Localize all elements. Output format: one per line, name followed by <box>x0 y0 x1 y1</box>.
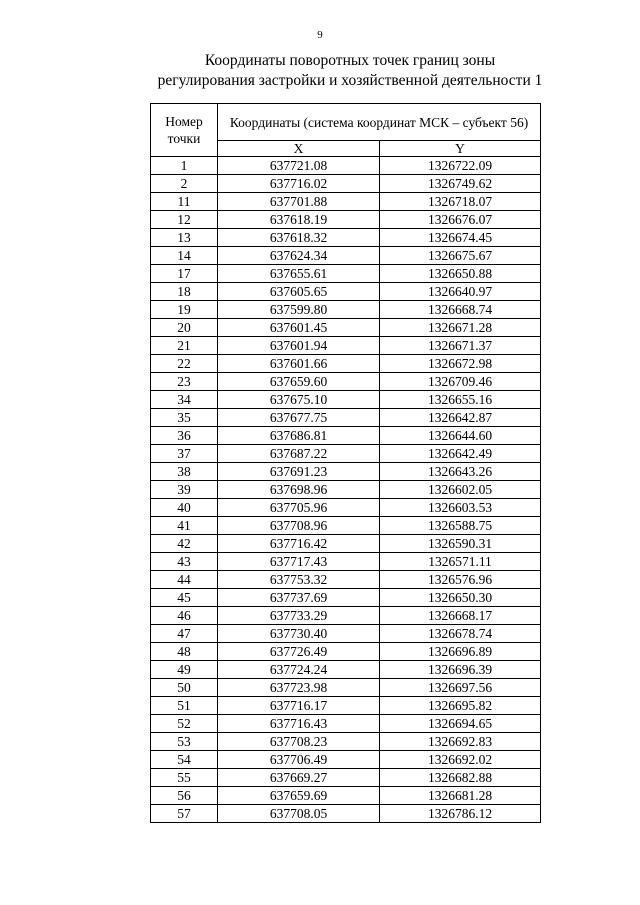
point-number-cell: 18 <box>151 283 218 301</box>
point-number-cell: 51 <box>151 697 218 715</box>
table-row <box>151 427 541 445</box>
document-title <box>140 51 560 91</box>
x-coordinate-cell: 637716.43 <box>218 715 380 733</box>
table-row <box>151 661 541 679</box>
x-coordinate-cell: 637701.88 <box>218 193 380 211</box>
point-number-cell: 21 <box>151 337 218 355</box>
x-coordinate-cell: 637721.08 <box>218 157 380 175</box>
point-number-cell: 36 <box>151 427 218 445</box>
y-coordinate-cell: 1326696.89 <box>380 643 541 661</box>
x-coordinate-cell: 637730.40 <box>218 625 380 643</box>
y-coordinate-cell: 1326694.65 <box>380 715 541 733</box>
x-coordinate-cell: 637716.02 <box>218 175 380 193</box>
table-row <box>151 229 541 247</box>
y-coordinate-cell: 1326709.46 <box>380 373 541 391</box>
y-coordinate-cell: 1326668.17 <box>380 607 541 625</box>
point-number-cell: 11 <box>151 193 218 211</box>
x-coordinate-cell: 637618.19 <box>218 211 380 229</box>
y-coordinate-cell: 1326692.02 <box>380 751 541 769</box>
y-coordinate-cell: 1326675.67 <box>380 247 541 265</box>
y-coordinate-cell: 1326718.07 <box>380 193 541 211</box>
table-row <box>151 535 541 553</box>
table-row <box>151 787 541 805</box>
y-coordinate-cell: 1326642.87 <box>380 409 541 427</box>
point-number-cell: 43 <box>151 553 218 571</box>
point-number-cell: 41 <box>151 517 218 535</box>
x-coordinate-cell: 637659.69 <box>218 787 380 805</box>
point-number-cell: 2 <box>151 175 218 193</box>
y-coordinate-cell: 1326650.88 <box>380 265 541 283</box>
y-coordinate-cell: 1326676.07 <box>380 211 541 229</box>
table-row <box>151 769 541 787</box>
coordinates-table <box>150 103 541 823</box>
table-row <box>151 409 541 427</box>
table-row <box>151 589 541 607</box>
x-coordinate-cell: 637601.45 <box>218 319 380 337</box>
y-coordinate-cell: 1326671.28 <box>380 319 541 337</box>
x-coordinate-cell: 637605.65 <box>218 283 380 301</box>
x-coordinate-cell: 637708.96 <box>218 517 380 535</box>
table-row <box>151 193 541 211</box>
table-row <box>151 247 541 265</box>
page-number: 9 <box>317 29 323 41</box>
point-number-cell: 45 <box>151 589 218 607</box>
table-row <box>151 175 541 193</box>
x-coordinate-cell: 637669.27 <box>218 769 380 787</box>
title-line-2: регулирования застройки и хозяйственной деятельности 1 <box>157 72 543 89</box>
point-number-cell: 12 <box>151 211 218 229</box>
x-coordinate-cell: 637677.75 <box>218 409 380 427</box>
point-number-cell: 52 <box>151 715 218 733</box>
x-coordinate-cell: 637716.42 <box>218 535 380 553</box>
x-coordinate-cell: 637708.23 <box>218 733 380 751</box>
y-coordinate-cell: 1326644.60 <box>380 427 541 445</box>
y-coordinate-cell: 1326695.82 <box>380 697 541 715</box>
table-row <box>151 553 541 571</box>
point-number-cell: 50 <box>151 679 218 697</box>
table-row <box>151 319 541 337</box>
y-coordinate-cell: 1326692.83 <box>380 733 541 751</box>
table-row <box>151 283 541 301</box>
y-coordinate-cell: 1326697.56 <box>380 679 541 697</box>
x-coordinate-cell: 637717.43 <box>218 553 380 571</box>
y-coordinate-cell: 1326603.53 <box>380 499 541 517</box>
y-coordinate-cell: 1326576.96 <box>380 571 541 589</box>
table-row <box>151 517 541 535</box>
x-coordinate-cell: 637687.22 <box>218 445 380 463</box>
y-coordinate-cell: 1326672.98 <box>380 355 541 373</box>
y-coordinate-cell: 1326590.31 <box>380 535 541 553</box>
x-coordinate-cell: 637624.34 <box>218 247 380 265</box>
table-row <box>151 733 541 751</box>
y-coordinate-cell: 1326643.26 <box>380 463 541 481</box>
x-coordinate-cell: 637618.32 <box>218 229 380 247</box>
y-coordinate-cell: 1326674.45 <box>380 229 541 247</box>
x-coordinate-cell: 637753.32 <box>218 571 380 589</box>
table-row <box>151 607 541 625</box>
x-coordinate-cell: 637737.69 <box>218 589 380 607</box>
table-row <box>151 463 541 481</box>
table-row <box>151 751 541 769</box>
point-number-cell: 38 <box>151 463 218 481</box>
point-number-cell: 53 <box>151 733 218 751</box>
x-coordinate-cell: 637686.81 <box>218 427 380 445</box>
x-coordinate-cell: 637716.17 <box>218 697 380 715</box>
point-number-cell: 17 <box>151 265 218 283</box>
x-coordinate-cell: 637675.10 <box>218 391 380 409</box>
y-coordinate-cell: 1326678.74 <box>380 625 541 643</box>
table-row <box>151 301 541 319</box>
x-coordinate-cell: 637705.96 <box>218 499 380 517</box>
point-number-cell: 37 <box>151 445 218 463</box>
table-row <box>151 499 541 517</box>
point-number-cell: 46 <box>151 607 218 625</box>
y-coordinate-cell: 1326786.12 <box>380 805 541 823</box>
y-coordinate-cell: 1326642.49 <box>380 445 541 463</box>
y-coordinate-cell: 1326671.37 <box>380 337 541 355</box>
point-number-cell: 34 <box>151 391 218 409</box>
table-row <box>151 481 541 499</box>
x-coordinate-cell: 637726.49 <box>218 643 380 661</box>
point-number-cell: 47 <box>151 625 218 643</box>
x-coordinate-cell: 637723.98 <box>218 679 380 697</box>
table-row <box>151 805 541 823</box>
point-number-cell: 56 <box>151 787 218 805</box>
y-column-header: Y <box>380 141 541 157</box>
x-column-header: X <box>218 141 380 157</box>
coordinates-group-header: Координаты (система координат МСК – субъект 56) <box>218 104 541 141</box>
title-line-1: Координаты поворотных точек границ зоны <box>204 52 496 69</box>
table-row <box>151 355 541 373</box>
x-coordinate-cell: 637659.60 <box>218 373 380 391</box>
table-row <box>151 679 541 697</box>
point-number-cell: 49 <box>151 661 218 679</box>
point-number-cell: 40 <box>151 499 218 517</box>
point-number-cell: 54 <box>151 751 218 769</box>
x-coordinate-cell: 637601.94 <box>218 337 380 355</box>
table-row <box>151 643 541 661</box>
table-row <box>151 445 541 463</box>
y-coordinate-cell: 1326650.30 <box>380 589 541 607</box>
table-body <box>151 157 541 823</box>
table-row <box>151 157 541 175</box>
point-number-cell: 20 <box>151 319 218 337</box>
y-coordinate-cell: 1326668.74 <box>380 301 541 319</box>
y-coordinate-cell: 1326588.75 <box>380 517 541 535</box>
point-number-cell: 19 <box>151 301 218 319</box>
table-row <box>151 373 541 391</box>
point-number-cell: 13 <box>151 229 218 247</box>
point-number-cell: 1 <box>151 157 218 175</box>
table-row <box>151 265 541 283</box>
x-coordinate-cell: 637655.61 <box>218 265 380 283</box>
x-coordinate-cell: 637708.05 <box>218 805 380 823</box>
point-number-cell: 14 <box>151 247 218 265</box>
x-coordinate-cell: 637733.29 <box>218 607 380 625</box>
table-row <box>151 715 541 733</box>
y-coordinate-cell: 1326571.11 <box>380 553 541 571</box>
table-row <box>151 337 541 355</box>
x-coordinate-cell: 637599.80 <box>218 301 380 319</box>
point-number-header: Номер точки <box>151 104 218 157</box>
point-number-cell: 48 <box>151 643 218 661</box>
table-row <box>151 571 541 589</box>
x-coordinate-cell: 637601.66 <box>218 355 380 373</box>
table-row <box>151 211 541 229</box>
y-coordinate-cell: 1326602.05 <box>380 481 541 499</box>
x-coordinate-cell: 637706.49 <box>218 751 380 769</box>
y-coordinate-cell: 1326640.97 <box>380 283 541 301</box>
table-row <box>151 391 541 409</box>
y-coordinate-cell: 1326749.62 <box>380 175 541 193</box>
x-coordinate-cell: 637724.24 <box>218 661 380 679</box>
point-number-cell: 39 <box>151 481 218 499</box>
point-number-cell: 55 <box>151 769 218 787</box>
y-coordinate-cell: 1326681.28 <box>380 787 541 805</box>
y-coordinate-cell: 1326696.39 <box>380 661 541 679</box>
point-number-cell: 44 <box>151 571 218 589</box>
y-coordinate-cell: 1326682.88 <box>380 769 541 787</box>
y-coordinate-cell: 1326655.16 <box>380 391 541 409</box>
point-number-cell: 35 <box>151 409 218 427</box>
table-row <box>151 697 541 715</box>
point-number-cell: 22 <box>151 355 218 373</box>
y-coordinate-cell: 1326722.09 <box>380 157 541 175</box>
point-number-cell: 57 <box>151 805 218 823</box>
x-coordinate-cell: 637691.23 <box>218 463 380 481</box>
x-coordinate-cell: 637698.96 <box>218 481 380 499</box>
point-number-cell: 23 <box>151 373 218 391</box>
table-row <box>151 625 541 643</box>
point-number-cell: 42 <box>151 535 218 553</box>
